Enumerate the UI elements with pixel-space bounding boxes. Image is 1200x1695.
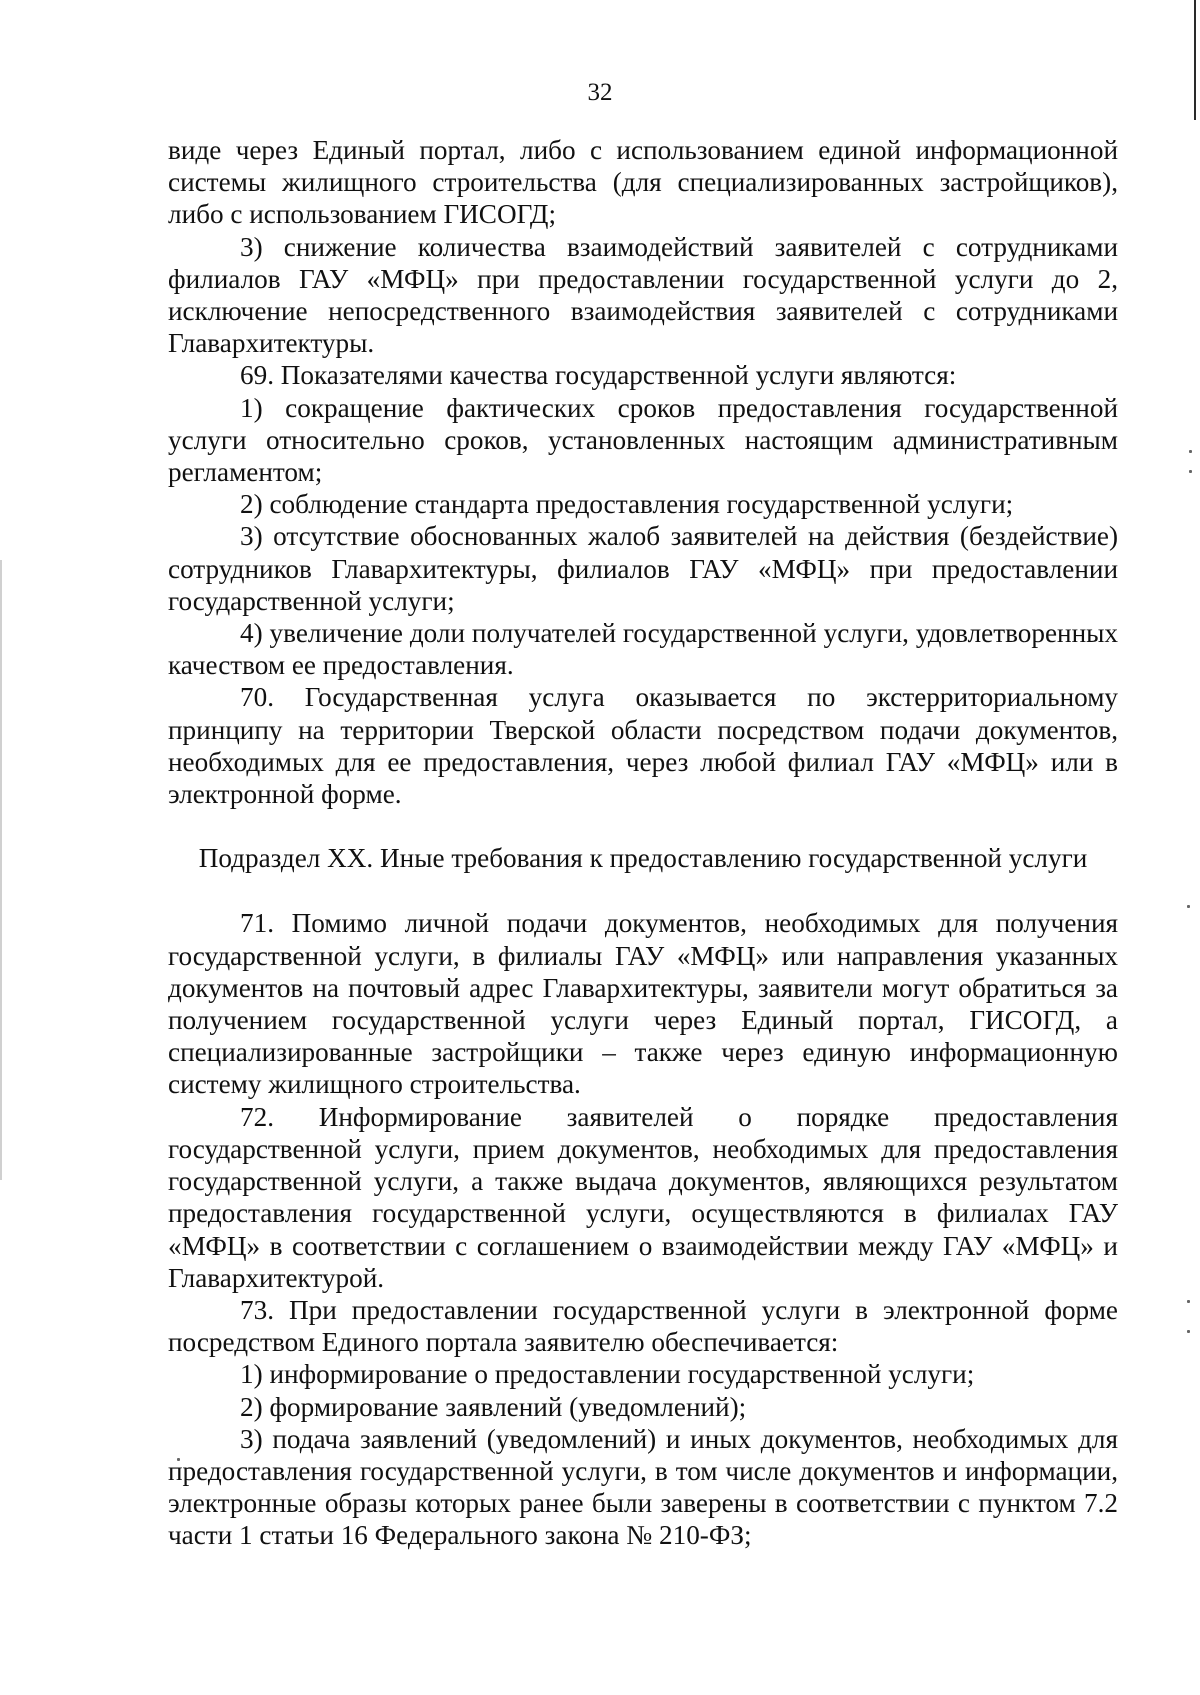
section-heading: Подраздел XX. Иные требования к предоставлению государственной услуги — [198, 843, 1088, 874]
paragraph-item-3-reduction: 3) снижение количества взаимодействий заявителей с сотрудниками филиалов ГАУ «МФЦ» при предоставлении государственной услуги до 2, исключение непосредственного взаимодействия заявителей с сотрудниками Главархитектуры. — [168, 231, 1118, 359]
scan-speck — [1189, 450, 1192, 453]
paragraph-69-item-1: 1) сокращение фактических сроков предоставления государственной услуги относительно сроков, установленных настоящим административным регламентом; — [168, 392, 1118, 488]
paragraph-70: 70. Государственная услуга оказывается по экстерриториальному принципу на территории Тверской области посредством подачи документов, необходимых для ее предоставления, через любой филиал ГАУ «МФЦ» или в электронной форме. — [168, 682, 1118, 810]
scan-speck — [1187, 1300, 1190, 1303]
paragraph-72: 72. Информирование заявителей о порядке предоставления государственной услуги, прием документов, необходимых для предоставления государственной услуги, а также выдача документов, являющихся результатом предоставления государственной услуги, осуществляются в филиалах ГАУ «МФЦ» в соответствии с соглашением о взаимодействии между ГАУ «МФЦ» и Главархитектурой. — [168, 1101, 1118, 1293]
paragraph-continuation: виде через Единый портал, либо с использованием единой информационной системы жилищного строительства (для специализированных застройщиков), либо с использованием ГИСОГД; — [168, 135, 1118, 230]
scan-speck — [1187, 1330, 1190, 1333]
page-number: 32 — [587, 79, 613, 106]
document-body — [168, 134, 1118, 1552]
paragraph-69-item-2: 2) соблюдение стандарта предоставления государственной услуги; — [240, 489, 1014, 520]
scan-left-edge — [0, 560, 2, 1180]
paragraph-69-item-3: 3) отсутствие обоснованных жалоб заявителей на действия (бездействие) сотрудников Главархитектуры, филиалов ГАУ «МФЦ» при предоставлении государственной услуги; — [168, 521, 1118, 616]
paragraph-73-item-3: 3) подача заявлений (уведомлений) и иных документов, необходимых для предоставления государственной услуги, в том числе документов и информации, электронные образы которых ранее были заверены в соответствии с пунктом 7.2 части 1 статьи 16 Федерального закона № 210-ФЗ; — [168, 1423, 1118, 1551]
scan-speck — [1189, 470, 1192, 473]
paragraph-73: 73. При предоставлении государственной услуги в электронной форме посредством Единого портала заявителю обеспечивается: — [168, 1294, 1118, 1358]
scan-speck — [1187, 905, 1190, 908]
paragraph-73-item-1: 1) информирование о предоставлении государственной услуги; — [240, 1359, 975, 1390]
paragraph-73-item-2: 2) формирование заявлений (уведомлений); — [240, 1391, 747, 1422]
paragraph-69-item-4: 4) увеличение доли получателей государственной услуги, удовлетворенных качеством ее предоставления. — [168, 618, 1118, 681]
paragraph-69: 69. Показателями качества государственной услуги являются: — [240, 360, 957, 391]
paragraph-71: 71. Помимо личной подачи документов, необходимых для получения государственной услуги, в филиалы ГАУ «МФЦ» или направления указанных документов на почтовый адрес Главархитектуры, заявители могут обратиться за получением государственной услуги через Единый портал, ГИСОГД, а специализированные застройщики – также через единую информационную систему жилищного строительства. — [168, 908, 1118, 1100]
